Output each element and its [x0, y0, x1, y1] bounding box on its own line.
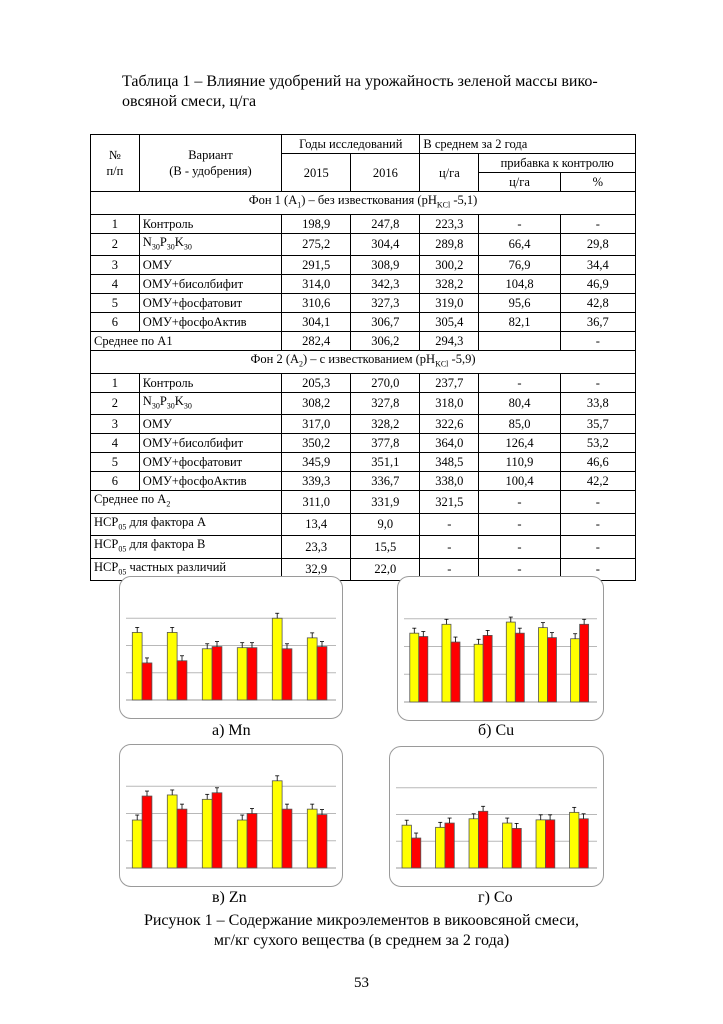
table-cell: - — [479, 491, 560, 514]
table-cell: 198,9 — [282, 214, 351, 233]
table-cell: 322,6 — [420, 415, 479, 434]
table-cell: 32,9 — [282, 558, 351, 581]
table-cell: - — [560, 513, 635, 536]
table-row — [91, 256, 636, 275]
table-cell: ОМУ+фосфатовит — [139, 294, 281, 313]
table-cell: 237,7 — [420, 373, 479, 392]
fon1-rows — [91, 214, 636, 332]
table-cell: 336,7 — [351, 472, 420, 491]
chart-label-zn: в) Zn — [212, 889, 247, 906]
table-cell: Контроль — [139, 373, 281, 392]
bar — [436, 827, 445, 868]
table-cell: 308,9 — [351, 256, 420, 275]
table-cell: 319,0 — [420, 294, 479, 313]
chart-frame-cu — [397, 576, 604, 721]
chart-frame-co — [389, 746, 604, 887]
table-cell: - — [560, 491, 635, 514]
table-cell: 300,2 — [420, 256, 479, 275]
table-cell: 328,2 — [420, 275, 479, 294]
bar — [580, 624, 589, 702]
table-row — [91, 313, 636, 332]
bar — [282, 649, 292, 700]
table-cell: 331,9 — [351, 491, 420, 514]
bar — [142, 796, 152, 868]
table-cell: - — [479, 513, 560, 536]
table-row — [91, 415, 636, 434]
table-cell: 306,7 — [351, 313, 420, 332]
chart-label-mn: а) Mn — [212, 722, 251, 739]
table-cell: 6 — [91, 472, 140, 491]
table-cell: ОМУ — [139, 256, 281, 275]
table-cell: 22,0 — [351, 558, 420, 581]
bar — [132, 820, 142, 868]
table-cell: - — [560, 536, 635, 559]
table-cell: - — [560, 558, 635, 581]
bar — [538, 628, 547, 702]
bar — [167, 632, 177, 700]
bar — [272, 618, 282, 700]
table-cell: 317,0 — [282, 415, 351, 434]
table-cell: 291,5 — [282, 256, 351, 275]
bar — [545, 820, 554, 868]
bar — [402, 825, 411, 868]
table-cell: 308,2 — [282, 392, 351, 415]
figure-caption-line2: мг/кг сухого вещества (в среднем за 2 года) — [213, 932, 510, 949]
table-cell: 247,8 — [351, 214, 420, 233]
table-cell: 351,1 — [351, 453, 420, 472]
table-row — [91, 294, 636, 313]
table-cell: 4 — [91, 434, 140, 453]
table-cell: 304,4 — [351, 233, 420, 256]
table-cell: ОМУ+фосфоАктив — [139, 313, 281, 332]
bar — [483, 635, 492, 702]
bar — [202, 799, 212, 868]
chart-label-co: г) Co — [478, 889, 513, 906]
hsr-label: $НСР_{05}$ для фактора В — [91, 536, 282, 559]
table-row — [91, 214, 636, 233]
table-cell: 110,9 — [479, 453, 560, 472]
table-caption — [122, 72, 652, 112]
bar — [512, 828, 521, 868]
bar — [579, 819, 588, 868]
bar — [317, 647, 327, 700]
bar — [177, 661, 187, 700]
table-cell: ОМУ+бисолбифит — [139, 275, 281, 294]
bar — [515, 633, 524, 702]
table-row — [91, 472, 636, 491]
table-cell: ОМУ+фосфатовит — [139, 453, 281, 472]
table-cell: 328,2 — [351, 415, 420, 434]
table-cell: 306,2 — [351, 332, 420, 351]
table-cell: 82,1 — [479, 313, 560, 332]
table-cell: - — [420, 558, 479, 581]
table-cell: 275,2 — [282, 233, 351, 256]
bar — [202, 649, 212, 700]
table-cell: 350,2 — [282, 434, 351, 453]
table-cell: ОМУ+фосфоАктив — [139, 472, 281, 491]
table-cell: 36,7 — [560, 313, 635, 332]
bar — [570, 812, 579, 868]
chart-co — [390, 747, 603, 886]
table-cell: - — [420, 536, 479, 559]
table-cell: 311,0 — [282, 491, 351, 514]
table-row — [91, 453, 636, 472]
bar — [411, 838, 420, 868]
bar — [177, 809, 187, 868]
bar — [237, 648, 247, 700]
fon1-row: Фон 1 $(А_1)$ – без известкования ($pH_{KCl}$ -5,1) — [91, 192, 636, 215]
table-cell: 76,9 — [479, 256, 560, 275]
bar — [536, 820, 545, 868]
bar — [419, 637, 428, 702]
table-row — [91, 434, 636, 453]
table-cell: 289,8 — [420, 233, 479, 256]
table-cell: 4 — [91, 275, 140, 294]
header-2016: 2016 — [351, 154, 420, 192]
header-pct: % — [560, 173, 635, 192]
bar — [212, 793, 222, 868]
header-years: Годы исследований — [282, 135, 420, 154]
table-cell: 327,8 — [351, 392, 420, 415]
table-cell: Контроль — [139, 214, 281, 233]
table-cell: 29,8 — [560, 233, 635, 256]
table-cell: 66,4 — [479, 233, 560, 256]
table-cell: 126,4 — [479, 434, 560, 453]
table-cell: 104,8 — [479, 275, 560, 294]
table-cell: 364,0 — [420, 434, 479, 453]
chart-zn — [120, 745, 342, 886]
bar — [474, 644, 483, 702]
table-cell: 46,6 — [560, 453, 635, 472]
bar — [167, 795, 177, 868]
table-cell: 327,3 — [351, 294, 420, 313]
variant-npk: $N_{30}P_{30}K_{30}$ — [139, 392, 281, 415]
bar — [307, 809, 317, 868]
table-cell: 9,0 — [351, 513, 420, 536]
table-cell: 348,5 — [420, 453, 479, 472]
table-cell: 1 — [91, 373, 140, 392]
chart-frame-zn — [119, 744, 343, 887]
table-cell: 305,4 — [420, 313, 479, 332]
bar — [317, 815, 327, 868]
chart-cu — [398, 577, 603, 720]
table-cell: 34,4 — [560, 256, 635, 275]
table-cell: 2 — [91, 392, 140, 415]
table-cell: 310,6 — [282, 294, 351, 313]
table-row — [91, 275, 636, 294]
bar — [451, 642, 460, 702]
bar — [142, 663, 152, 700]
table-cell: 85,0 — [479, 415, 560, 434]
mean1-label: Среднее по А1 — [91, 332, 282, 351]
table-cell: 23,3 — [282, 536, 351, 559]
table-cell: 6 — [91, 313, 140, 332]
table-cell: 321,5 — [420, 491, 479, 514]
table-cell: - — [560, 332, 635, 351]
bar — [237, 820, 247, 868]
table-cell: 270,0 — [351, 373, 420, 392]
hsr-rows — [91, 513, 636, 581]
table-cell: 42,2 — [560, 472, 635, 491]
header-2015: 2015 — [282, 154, 351, 192]
table-cell: ОМУ+бисолбифит — [139, 434, 281, 453]
table-row — [91, 392, 636, 415]
table-cell: 294,3 — [420, 332, 479, 351]
mean2-label: Среднее по $А_2$ — [91, 491, 282, 514]
bar — [442, 624, 451, 702]
table-cell: 223,3 — [420, 214, 479, 233]
bar — [132, 632, 142, 700]
bar — [506, 622, 515, 702]
table-cell: 282,4 — [282, 332, 351, 351]
fon2-row: Фон 2 $(А_2)$ – с известкованием ($pH_{KCl}$ -5,9) — [91, 351, 636, 374]
bar — [272, 781, 282, 868]
table-cell: 338,0 — [420, 472, 479, 491]
bar — [247, 648, 257, 700]
table-cell: 2 — [91, 233, 140, 256]
page-number: 53 — [354, 975, 369, 991]
chart-frame-mn — [119, 576, 343, 719]
table-cell — [479, 332, 560, 351]
table-cell: - — [479, 214, 560, 233]
table-cell: - — [560, 373, 635, 392]
table-cell: - — [479, 373, 560, 392]
variant-npk: $N_{30}P_{30}K_{30}$ — [139, 233, 281, 256]
table-cell: 35,7 — [560, 415, 635, 434]
table-cell: 100,4 — [479, 472, 560, 491]
table-cell: 42,8 — [560, 294, 635, 313]
header-gain-cga: ц/га — [479, 173, 560, 192]
table-row — [91, 373, 636, 392]
table-cell: - — [479, 558, 560, 581]
table-cell: - — [479, 536, 560, 559]
hsr-label: $НСР_{05}$ для фактора А — [91, 513, 282, 536]
table-cell: 339,3 — [282, 472, 351, 491]
table-cell: 33,8 — [560, 392, 635, 415]
table-cell: 80,4 — [479, 392, 560, 415]
table-cell: 5 — [91, 294, 140, 313]
yield-table — [90, 134, 636, 581]
table-cell: 314,0 — [282, 275, 351, 294]
table-cell: 95,6 — [479, 294, 560, 313]
bar — [547, 638, 556, 702]
bar — [571, 639, 580, 702]
bar — [282, 809, 292, 868]
table-cell: 205,3 — [282, 373, 351, 392]
table-row — [91, 233, 636, 256]
table-cell: 377,8 — [351, 434, 420, 453]
table-cell: - — [420, 513, 479, 536]
table-cell: 3 — [91, 415, 140, 434]
fon2-rows — [91, 373, 636, 491]
header-cga: ц/га — [420, 154, 479, 192]
hsr-label: $НСР_{05}$ частных различий — [91, 558, 282, 581]
bar — [247, 814, 257, 869]
bar — [503, 823, 512, 868]
table-row — [91, 513, 636, 536]
table-caption-line2: овсяной смеси, ц/га — [122, 93, 257, 110]
table-cell: 13,4 — [282, 513, 351, 536]
header-num: № п/п — [91, 135, 140, 192]
table-cell: 342,3 — [351, 275, 420, 294]
table-caption-line1: Таблица 1 – Влияние удобрений на урожайность зеленой массы вико- — [122, 73, 598, 90]
chart-mn — [120, 577, 342, 718]
header-gain: прибавка к контролю — [479, 154, 636, 173]
table-cell: - — [560, 214, 635, 233]
table-cell: 3 — [91, 256, 140, 275]
bar — [307, 638, 317, 700]
table-cell: 345,9 — [282, 453, 351, 472]
bar — [410, 633, 419, 702]
table-cell: 304,1 — [282, 313, 351, 332]
table-cell: 1 — [91, 214, 140, 233]
header-avg: В среднем за 2 года — [420, 135, 636, 154]
table-cell: 5 — [91, 453, 140, 472]
chart-label-cu: б) Cu — [478, 722, 515, 739]
table-cell: 53,2 — [560, 434, 635, 453]
table-cell: 46,9 — [560, 275, 635, 294]
header-variant: Вариант (В - удобрения) — [139, 135, 281, 192]
bar — [212, 647, 222, 700]
figure-caption-line1: Рисунок 1 – Содержание микроэлементов в викоовсяной смеси, — [143, 912, 580, 929]
table-row — [91, 536, 636, 559]
table-cell: 15,5 — [351, 536, 420, 559]
bar — [469, 819, 478, 868]
table-cell: 318,0 — [420, 392, 479, 415]
table-cell: ОМУ — [139, 415, 281, 434]
bar — [478, 811, 487, 868]
bar — [445, 823, 454, 868]
